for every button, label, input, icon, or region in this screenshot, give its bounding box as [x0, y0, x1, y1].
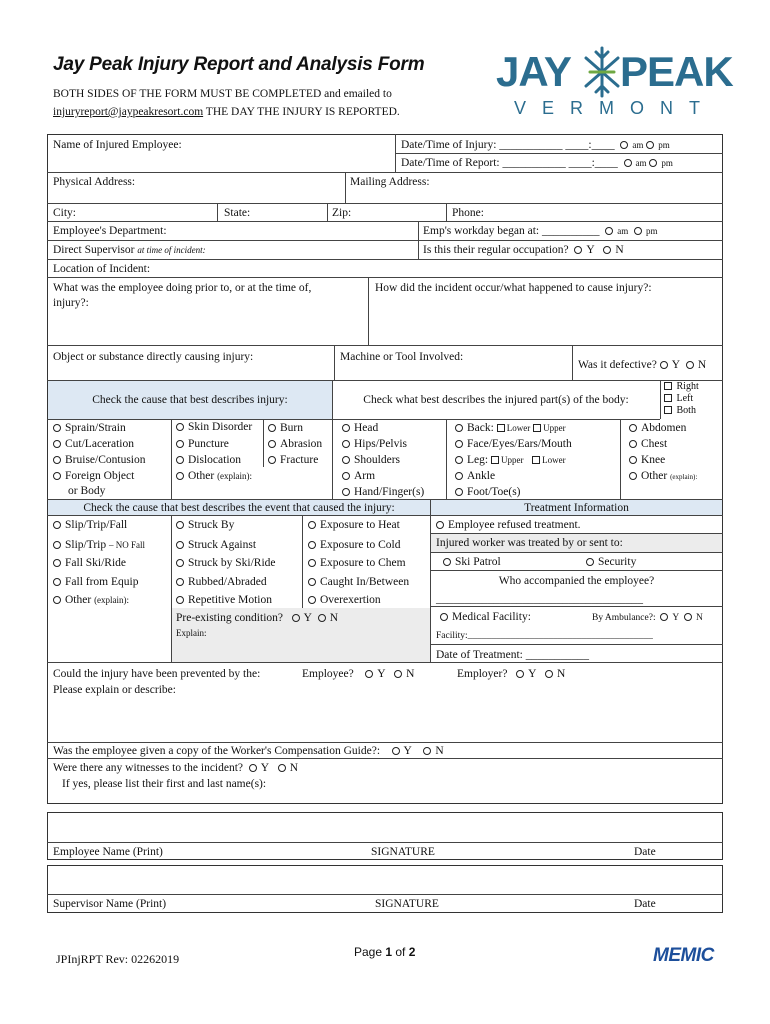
event-other-radio[interactable] — [53, 596, 61, 604]
body-hips-label: Hips/Pelvis — [354, 438, 408, 450]
report-pm-label: pm — [661, 158, 673, 168]
regular-occupation-label: Is this their regular occupation? — [423, 244, 569, 256]
side-options — [664, 381, 699, 417]
body-option[interactable] — [342, 469, 375, 483]
cause-other-label: Other — [188, 470, 215, 482]
cause-foreign-label: Foreign Object — [65, 470, 135, 482]
cause-option[interactable] — [176, 437, 229, 451]
preexisting-field[interactable] — [176, 611, 338, 625]
injury-pm-radio[interactable] — [646, 141, 654, 149]
treatment-refused-radio[interactable] — [436, 521, 444, 529]
side-right-checkbox[interactable] — [664, 382, 672, 390]
cause-burn-radio[interactable] — [268, 424, 276, 432]
cause-option[interactable] — [268, 437, 322, 451]
body-head-label: Head — [354, 422, 379, 434]
cause-option[interactable] — [53, 437, 134, 451]
medical-facility-radio[interactable] — [440, 613, 448, 621]
treatment-refused[interactable] — [436, 518, 581, 532]
event-chem-radio[interactable] — [308, 559, 316, 567]
event-option[interactable] — [308, 556, 406, 570]
cause-foreign-radio[interactable] — [53, 472, 61, 480]
body-abdomen-label: Abdomen — [641, 422, 687, 434]
body-knee-label: Knee — [641, 454, 666, 466]
event-fall-ski-label: Fall Ski/Ride — [65, 557, 127, 569]
event-struck-against-radio[interactable] — [176, 541, 184, 549]
body-knee-radio[interactable] — [629, 456, 637, 464]
leg-lower-checkbox[interactable] — [532, 456, 540, 464]
event-option[interactable] — [176, 575, 267, 589]
defective-no-label: N — [697, 359, 707, 371]
snowflake-icon — [582, 44, 622, 100]
guide-label: Was the employee given a copy of the Worker's Compensation Guide?: — [53, 745, 381, 757]
treatment-date-field[interactable]: Date of Treatment: ___________ — [436, 649, 589, 661]
body-hand-label: Hand/Finger(s) — [354, 486, 425, 498]
back-upper-label: Upper — [543, 423, 566, 433]
cause-option[interactable] — [176, 420, 252, 434]
body-face-label: Face/Eyes/Ears/Mouth — [467, 438, 572, 450]
preexisting-yes-label: Y — [303, 612, 312, 624]
body-arm-label: Arm — [354, 470, 376, 482]
preexisting-label: Pre-existing condition? — [176, 612, 283, 624]
event-cold-radio[interactable] — [308, 541, 316, 549]
report-pm-radio[interactable] — [649, 159, 657, 167]
guide-field[interactable] — [53, 744, 444, 758]
workday-field[interactable] — [423, 224, 657, 238]
cause-option[interactable] — [268, 421, 303, 435]
cause-abrasion-label: Abrasion — [280, 438, 323, 450]
memic-logo: MEMIC — [653, 945, 714, 966]
cause-option[interactable] — [53, 469, 134, 483]
jay-peak-logo — [496, 44, 733, 124]
supervisor-signature-label: SIGNATURE — [375, 898, 439, 910]
guide-no-radio[interactable] — [423, 747, 431, 755]
ambulance-no-radio[interactable] — [684, 613, 692, 621]
leg-upper-label: Upper — [500, 455, 524, 465]
event-other-label: Other — [65, 594, 92, 606]
intro-line-2-text: THE DAY THE INJURY IS REPORTED. — [203, 106, 400, 118]
guide-yes-label: Y — [403, 745, 412, 757]
event-repetitive-radio[interactable] — [176, 596, 184, 604]
intro-line-1: BOTH SIDES OF THE FORM MUST BE COMPLETED and emailed to — [53, 88, 392, 100]
prevent-employer-field[interactable] — [457, 667, 565, 681]
body-hand-radio[interactable] — [342, 488, 350, 496]
body-foot-label: Foot/Toe(s) — [467, 486, 521, 498]
state-label: State: — [224, 207, 251, 219]
guide-no-label: N — [435, 745, 444, 757]
event-slip-nofall-label: Slip/Trip — [65, 539, 107, 551]
cause-cut-radio[interactable] — [53, 440, 61, 448]
witness-yes-radio[interactable] — [249, 764, 257, 772]
event-option[interactable] — [53, 593, 129, 607]
side-left-label: Left — [676, 393, 694, 404]
ski-patrol-label: Ski Patrol — [455, 556, 501, 568]
date-time-report-field[interactable] — [401, 156, 673, 170]
event-caught-label: Caught In/Between — [320, 576, 410, 588]
cause-dislocation-radio[interactable] — [176, 456, 184, 464]
cause-bruise-radio[interactable] — [53, 456, 61, 464]
event-struck-by-label: Struck By — [188, 519, 235, 531]
zip-label: Zip: — [332, 207, 352, 219]
facility-field[interactable]: Facility:_______________________________________ — [436, 631, 653, 641]
body-heading: Check what best describes the injured part(s) of the body: — [363, 394, 629, 406]
workday-label: Emp's workday began at: __________ — [423, 225, 600, 237]
cause-cut-label: Cut/Laceration — [65, 438, 134, 450]
body-option[interactable] — [455, 437, 572, 451]
event-repetitive-label: Repetitive Motion — [188, 594, 273, 606]
witness-no-radio[interactable] — [278, 764, 286, 772]
ambulance-yes-radio[interactable] — [660, 613, 668, 621]
body-leg-radio[interactable] — [455, 456, 463, 464]
supervisor-date-label: Date — [634, 898, 656, 910]
body-ankle-label: Ankle — [467, 470, 496, 482]
prevent-employee-yes-label: Y — [377, 668, 386, 680]
cause-dislocation-label: Dislocation — [188, 454, 242, 466]
cause-other-explain: (explain): — [217, 471, 253, 481]
supervisor-label — [53, 243, 206, 257]
defective-yes-radio[interactable] — [660, 361, 668, 369]
event-option[interactable] — [176, 593, 272, 607]
event-other-explain: (explain): — [94, 595, 130, 605]
cause-other-radio[interactable] — [176, 472, 184, 480]
event-heat-label: Exposure to Heat — [320, 519, 400, 531]
event-option[interactable] — [53, 556, 126, 570]
security-radio[interactable] — [586, 558, 594, 566]
supervisor-note: at time of incident: — [137, 245, 206, 255]
defective-no-radio[interactable] — [686, 361, 694, 369]
body-option[interactable] — [455, 453, 566, 467]
employee-name-label: Employee Name (Print) — [53, 846, 163, 858]
prevent-employer-no-label: N — [557, 668, 566, 680]
event-fall-equip-label: Fall from Equip — [65, 576, 139, 588]
supervisor-text: Direct Supervisor — [53, 244, 135, 256]
regular-no-radio[interactable] — [603, 246, 611, 254]
cause-option[interactable] — [176, 469, 252, 483]
prevent-employer-no-radio[interactable] — [545, 670, 553, 678]
body-abdomen-radio[interactable] — [629, 424, 637, 432]
event-option[interactable] — [308, 538, 401, 552]
witness-yes-label: Y — [260, 762, 270, 774]
event-cold-label: Exposure to Cold — [320, 539, 401, 551]
intro-line-2 — [53, 106, 400, 118]
cause-puncture-radio[interactable] — [176, 440, 184, 448]
report-am-radio[interactable] — [624, 159, 632, 167]
page-total: 2 — [408, 945, 416, 959]
treatment-security[interactable] — [586, 555, 636, 569]
cause-fracture-label: Fracture — [280, 454, 319, 466]
witness-no-label: N — [289, 762, 299, 774]
location-label: Location of Incident: — [53, 263, 151, 275]
form-code: JPInjRPT Rev: 02262019 — [56, 952, 180, 966]
event-struck-by-radio[interactable] — [176, 521, 184, 529]
accompanied-blank[interactable]: ____________________________________ — [436, 593, 643, 605]
cause-sprain-label: Sprain/Strain — [65, 422, 126, 434]
machine-label: Machine or Tool Involved: — [340, 351, 464, 363]
event-overexertion-label: Overexertion — [320, 594, 381, 606]
body-other-label: Other — [641, 470, 668, 482]
body-hips-radio[interactable] — [342, 440, 350, 448]
cause-puncture-label: Puncture — [188, 438, 229, 450]
event-struck-ski-radio[interactable] — [176, 559, 184, 567]
treatment-refused-label: Employee refused treatment. — [448, 519, 581, 531]
body-option[interactable] — [342, 437, 407, 451]
body-option[interactable] — [629, 421, 686, 435]
page-of: of — [392, 945, 409, 959]
event-fall-ski-radio[interactable] — [53, 559, 61, 567]
preexisting-no-label: N — [329, 612, 338, 624]
preexisting-yes-radio[interactable] — [292, 614, 300, 622]
cause-option[interactable] — [176, 453, 241, 467]
treatment-medical[interactable] — [440, 610, 531, 624]
treatment-sent-label: Injured worker was treated by or sent to: — [436, 537, 623, 549]
ambulance-field[interactable] — [592, 611, 703, 625]
form-title: Jay Peak Injury Report and Analysis Form — [53, 54, 425, 75]
back-lower-label: Lower — [506, 423, 531, 433]
body-ankle-radio[interactable] — [455, 472, 463, 480]
regular-no-label: N — [615, 244, 624, 256]
cause-sprain-radio[interactable] — [53, 424, 61, 432]
event-slip-fall-label: Slip/Trip/Fall — [65, 519, 128, 531]
body-shoulders-radio[interactable] — [342, 456, 350, 464]
body-foot-radio[interactable] — [455, 488, 463, 496]
workday-pm-label: pm — [645, 226, 658, 236]
event-slip-nofall-radio[interactable] — [53, 541, 61, 549]
side-both-label: Both — [676, 405, 696, 416]
treatment-ski-patrol[interactable] — [443, 555, 501, 569]
witness-field[interactable] — [53, 761, 298, 775]
city-label: City: — [53, 207, 77, 219]
supervisor-name-label: Supervisor Name (Print) — [53, 898, 167, 910]
body-shoulders-label: Shoulders — [354, 454, 400, 466]
side-left[interactable] — [664, 393, 699, 405]
regular-yes-radio[interactable] — [574, 246, 582, 254]
injury-am-radio[interactable] — [620, 141, 628, 149]
ski-patrol-radio[interactable] — [443, 558, 451, 566]
event-option[interactable] — [308, 518, 400, 532]
body-back-label: Back: — [467, 422, 494, 434]
prevent-employee-label: Employee? — [302, 668, 354, 680]
defective-yes-label: Y — [671, 359, 681, 371]
report-email-link[interactable]: injuryreport@jaypeakresort.com — [53, 106, 204, 118]
security-label: Security — [598, 556, 637, 568]
report-am-label: am — [635, 158, 647, 168]
workday-pm-radio[interactable] — [634, 227, 642, 235]
cause-bruise-label: Bruise/Contusion — [65, 454, 146, 466]
mailing-address-label: Mailing Address: — [350, 176, 430, 188]
page-prefix: Page — [354, 945, 386, 959]
witness-list-label: If yes, please list their first and last name(s): — [62, 778, 267, 790]
body-option[interactable] — [455, 485, 521, 499]
logo-word-jay: JAY — [496, 48, 571, 95]
event-option[interactable] — [176, 518, 234, 532]
employee-signature-label: SIGNATURE — [371, 846, 435, 858]
injury-pm-label: pm — [658, 140, 670, 150]
workday-am-label: am — [617, 226, 629, 236]
cause-option[interactable] — [268, 453, 318, 467]
body-option[interactable] — [629, 453, 665, 467]
department-label: Employee's Department: — [53, 225, 167, 237]
prevent-employee-yes-radio[interactable] — [365, 670, 373, 678]
logo-vermont: VERMONT — [514, 98, 716, 118]
prevent-employer-yes-label: Y — [528, 668, 537, 680]
event-rubbed-label: Rubbed/Abraded — [188, 576, 267, 588]
cause-foreign-extra: or Body — [68, 485, 106, 497]
body-leg-label: Leg: — [467, 454, 489, 466]
event-heading: Check the cause that best describes the event that caused the injury: — [83, 502, 395, 514]
injured-employee-name-label: Name of Injured Employee: — [53, 139, 182, 151]
body-option[interactable] — [455, 469, 495, 483]
cause-heading: Check the cause that best describes injury: — [92, 394, 288, 406]
event-option[interactable] — [176, 556, 276, 570]
workday-am-radio[interactable] — [605, 227, 613, 235]
object-label: Object or substance directly causing injury: — [53, 351, 254, 363]
event-struck-ski-label: Struck by Ski/Ride — [188, 557, 276, 569]
event-option[interactable] — [53, 538, 145, 552]
page-number — [354, 945, 415, 959]
ambulance-label: By Ambulance?: — [592, 613, 656, 623]
event-nofall-note: – NO Fall — [109, 540, 146, 550]
prevent-employee-field[interactable] — [302, 667, 414, 681]
side-both-checkbox[interactable] — [664, 406, 672, 414]
event-option[interactable] — [53, 575, 138, 589]
body-arm-radio[interactable] — [342, 472, 350, 480]
prevent-employee-no-radio[interactable] — [394, 670, 402, 678]
date-report-label: Date/Time of Report: ___________ ____:____ — [401, 157, 618, 169]
regular-yes-label: Y — [586, 244, 595, 256]
ambulance-no-label: N — [695, 613, 703, 623]
body-option[interactable] — [455, 421, 566, 435]
back-lower-checkbox[interactable] — [497, 424, 505, 432]
event-slip-fall-radio[interactable] — [53, 521, 61, 529]
cause-fracture-radio[interactable] — [268, 456, 276, 464]
side-right[interactable] — [664, 381, 699, 393]
event-option[interactable] — [53, 518, 127, 532]
cause-skin-radio[interactable] — [176, 423, 184, 431]
event-struck-against-label: Struck Against — [188, 539, 257, 551]
prevent-employee-no-label: N — [406, 668, 415, 680]
event-option[interactable] — [176, 538, 256, 552]
body-face-radio[interactable] — [455, 440, 463, 448]
injury-am-label: am — [632, 140, 644, 150]
medical-facility-label: Medical Facility: — [452, 611, 531, 623]
side-right-label: Right — [676, 381, 699, 392]
body-chest-label: Chest — [641, 438, 668, 450]
event-caught-radio[interactable] — [308, 578, 316, 586]
event-fall-equip-radio[interactable] — [53, 578, 61, 586]
employee-date-label: Date — [634, 846, 656, 858]
cause-option[interactable] — [53, 453, 146, 467]
cause-option[interactable] — [53, 421, 126, 435]
body-other-radio[interactable] — [629, 472, 637, 480]
accompanied-label: Who accompanied the employee? — [498, 575, 655, 587]
page-current: 1 — [385, 945, 393, 959]
cause-skin-label: Skin Disorder — [188, 421, 253, 433]
event-option[interactable] — [308, 575, 409, 589]
prevent-employer-label: Employer? — [457, 668, 508, 680]
prevent-employer-yes-radio[interactable] — [516, 670, 524, 678]
defective-label: Was it defective? — [578, 359, 657, 371]
body-option[interactable] — [342, 485, 424, 499]
prevent-question: Could the injury have been prevented by the: — [53, 668, 261, 680]
doing-label-2: injury?: — [53, 297, 89, 309]
ambulance-yes-label: Y — [672, 613, 680, 623]
body-back-radio[interactable] — [455, 424, 463, 432]
side-both[interactable] — [664, 405, 699, 417]
leg-lower-label: Lower — [542, 455, 566, 465]
event-option[interactable] — [308, 593, 381, 607]
how-label: How did the incident occur/what happened to cause injury?: — [375, 282, 652, 294]
event-overexertion-radio[interactable] — [308, 596, 316, 604]
body-other-explain: (explain): — [670, 473, 698, 481]
leg-upper-checkbox[interactable] — [491, 456, 499, 464]
cause-burn-label: Burn — [280, 422, 303, 434]
phone-label: Phone: — [452, 207, 484, 219]
date-injury-label: Date/Time of Injury: ___________ ____:____ — [401, 139, 615, 151]
body-option[interactable] — [342, 421, 378, 435]
body-chest-radio[interactable] — [629, 440, 637, 448]
treatment-heading: Treatment Information — [524, 502, 629, 514]
back-upper-checkbox[interactable] — [533, 424, 541, 432]
regular-occupation-field[interactable] — [423, 243, 624, 257]
preexisting-no-radio[interactable] — [318, 614, 326, 622]
body-option[interactable] — [629, 469, 697, 484]
event-chem-label: Exposure to Chem — [320, 557, 406, 569]
defective-field[interactable] — [578, 358, 706, 372]
physical-address-label: Physical Address: — [53, 176, 136, 188]
body-head-radio[interactable] — [342, 424, 350, 432]
event-heat-radio[interactable] — [308, 521, 316, 529]
logo-word-peak: PEAK — [620, 48, 733, 95]
prevent-explain-label: Please explain or describe: — [53, 684, 176, 696]
body-option[interactable] — [342, 453, 400, 467]
cause-abrasion-radio[interactable] — [268, 440, 276, 448]
date-time-injury-field[interactable] — [401, 138, 670, 152]
side-left-checkbox[interactable] — [664, 394, 672, 402]
guide-yes-radio[interactable] — [392, 747, 400, 755]
event-rubbed-radio[interactable] — [176, 578, 184, 586]
preexisting-explain: Explain: — [176, 628, 207, 638]
witness-label: Were there any witnesses to the incident? — [53, 762, 244, 774]
body-option[interactable] — [629, 437, 667, 451]
doing-label: What was the employee doing prior to, or at the time of, — [53, 282, 312, 294]
